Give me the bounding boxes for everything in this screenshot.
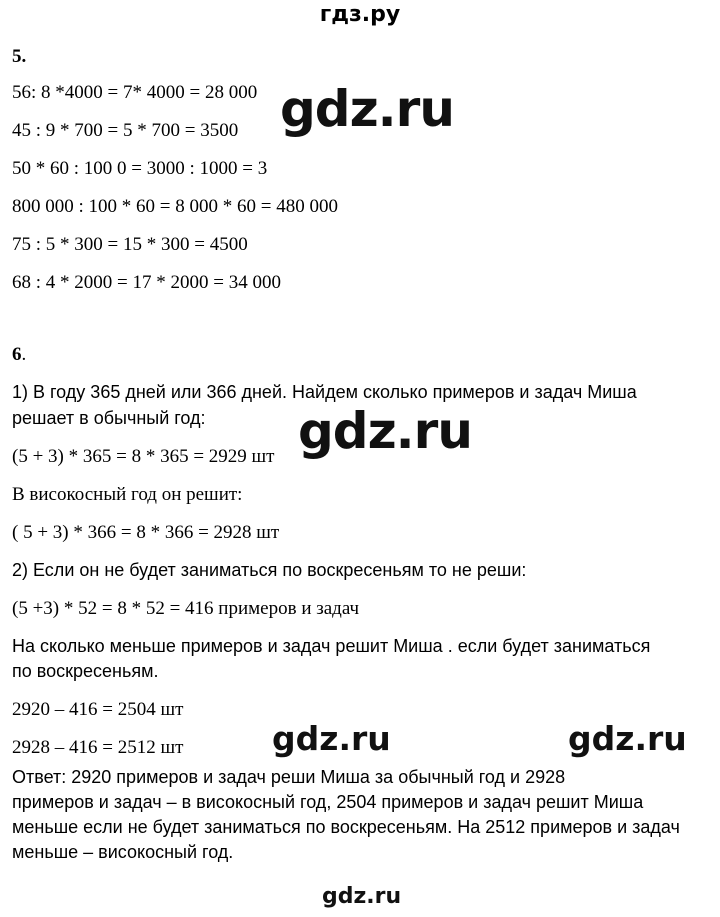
answer-line: меньше – високосный год. bbox=[12, 842, 234, 862]
task-6-line: (5 + 3) * 365 = 8 * 365 = 2929 шт bbox=[12, 446, 275, 467]
task-6-line: 2928 – 416 = 2512 шт bbox=[12, 737, 184, 758]
task-6-dot: . bbox=[21, 344, 27, 365]
task-5-line: 56: 8 *4000 = 7* 4000 = 28 000 bbox=[12, 82, 258, 103]
watermark: gdz.ru bbox=[280, 80, 454, 138]
task-5-line: 45 : 9 * 700 = 5 * 700 = 3500 bbox=[12, 120, 239, 141]
site-header: гдз.ру bbox=[319, 2, 401, 27]
watermark: gdz.ru bbox=[322, 884, 402, 909]
task-6-line: ( 5 + 3) * 366 = 8 * 366 = 2928 шт bbox=[12, 522, 280, 543]
task-5-line: 68 : 4 * 2000 = 17 * 2000 = 34 000 bbox=[12, 272, 281, 293]
answer-line: меньше если не будет заниматься по воскресеньям. На 2512 примеров и задач bbox=[12, 817, 680, 837]
task-6-line: решает в обычный год: bbox=[12, 408, 206, 428]
answer-line: Ответ: 2920 примеров и задач реши Миша за обычный год и 2928 bbox=[12, 767, 566, 787]
watermark: gdz.ru bbox=[568, 719, 687, 758]
watermark: gdz.ru bbox=[272, 719, 391, 758]
watermark: gdz.ru bbox=[298, 402, 472, 460]
task-6-line: по воскресеньям. bbox=[12, 661, 159, 681]
task-6-line: 2) Если он не будет заниматься по воскресеньям то не реши: bbox=[12, 560, 527, 580]
task-6-line: 2920 – 416 = 2504 шт bbox=[12, 699, 184, 720]
task-6-line: 1) В году 365 дней или 366 дней. Найдем сколько примеров и задач Миша bbox=[12, 382, 637, 402]
task-5-line: 800 000 : 100 * 60 = 8 000 * 60 = 480 000 bbox=[12, 196, 338, 217]
task-5-number: 5. bbox=[12, 46, 27, 67]
task-5-line: 75 : 5 * 300 = 15 * 300 = 4500 bbox=[12, 234, 248, 255]
task-6-line: В високосный год он решит: bbox=[12, 484, 243, 505]
task-6-line: На сколько меньше примеров и задач решит Миша . если будет заниматься bbox=[12, 636, 651, 656]
task-6-line: (5 +3) * 52 = 8 * 52 = 416 примеров и задач bbox=[12, 598, 360, 619]
answer-line: примеров и задач – в високосный год, 2504 примеров и задач решит Миша bbox=[12, 792, 644, 812]
task-5-line: 50 * 60 : 100 0 = 3000 : 1000 = 3 bbox=[12, 158, 268, 179]
task-6-number: 6 bbox=[12, 344, 22, 365]
